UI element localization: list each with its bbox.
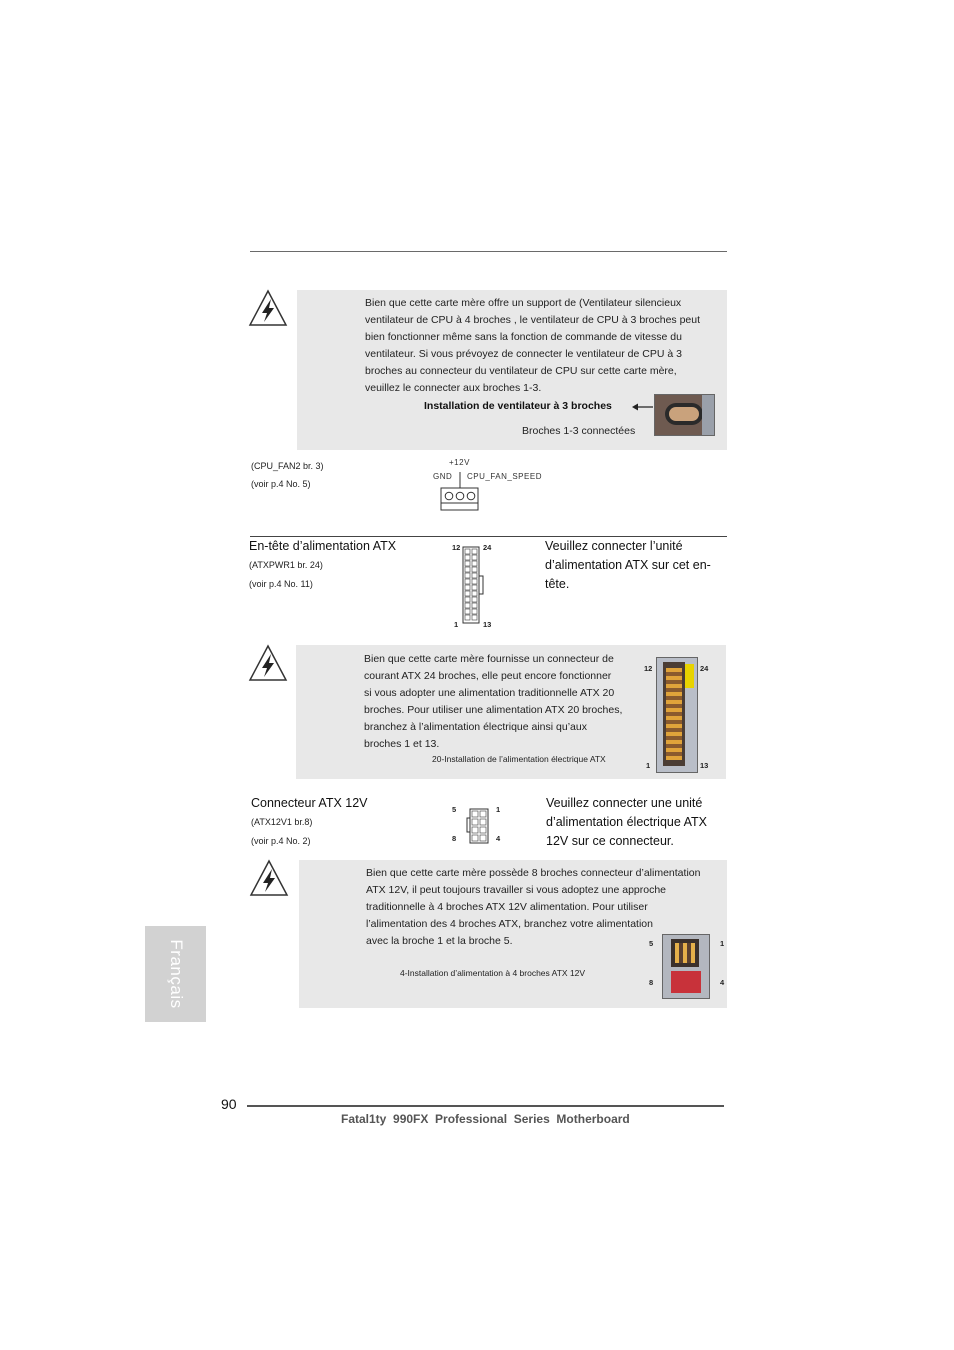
pin-label-gnd: GND [433, 472, 453, 481]
pin-num: 12 [452, 543, 461, 552]
note2-text [364, 651, 644, 753]
pin-num: 4 [496, 834, 501, 843]
cpu-fan2-ref: (CPU_FAN2 br. 3) [251, 461, 324, 471]
text-line: si vous adopter une alimentation traditionnelle ATX 20 [364, 687, 615, 699]
pin-num: 12 [644, 664, 653, 673]
text-line: broches 1 et 13. [364, 738, 440, 750]
pin-num: 1 [454, 620, 459, 629]
text-line: Bien que cette carte mère offre un support de (Ventilateur silencieux [365, 297, 682, 309]
text-line: 12V sur ce connecteur. [546, 834, 674, 848]
text-line: ATX 12V, il peut toujours travailler si vous adoptez une approche [366, 884, 667, 896]
text-line: bien fonctionner même sans la fonction de commande de vitesse du [365, 331, 682, 343]
install-label: Installation de ventilateur à 3 broches [424, 400, 612, 412]
atx-header-page-ref: (voir p.4 No. 11) [249, 579, 313, 589]
text-line: veuillez le connecter aux broches 1-3. [365, 382, 542, 394]
text-line: Bien que cette carte mère possède 8 broches connecteur d’alimentation [366, 867, 701, 879]
atx12v-desc [546, 794, 728, 851]
arrow-left-icon [632, 402, 654, 412]
pin-num: 8 [452, 834, 457, 843]
cpu-fan2-page-ref: (voir p.4 No. 5) [251, 479, 311, 489]
pin-num: 4 [720, 978, 725, 987]
footer-rule [247, 1105, 724, 1107]
atx12v-page-ref: (voir p.4 No. 2) [251, 836, 311, 846]
text-line: Bien que cette carte mère fournisse un connecteur de [364, 653, 614, 665]
text-line: tête. [545, 577, 570, 591]
note2-caption: 20-Installation de l’alimentation électrique ATX [432, 754, 606, 764]
footer-title: Fatal1ty 990FX Professional Series Motherboard [341, 1112, 630, 1126]
text-line: branchez à l’alimentation électrique ainsi qu’aux [364, 721, 587, 733]
page-number: 90 [221, 1096, 237, 1112]
pin-num: 13 [483, 620, 492, 629]
pins-label: Broches 1-3 connectées [522, 425, 636, 437]
atx-24pin-photo [656, 657, 698, 773]
text-line: d’alimentation électrique ATX [546, 815, 707, 829]
warning-icon [248, 644, 288, 682]
pin-num: 8 [649, 978, 654, 987]
atx-header-desc [545, 537, 727, 594]
atx12v-title: Connecteur ATX 12V [251, 796, 368, 810]
text-line: Veuillez connecter une unité [546, 796, 703, 810]
text-line: courant ATX 24 broches, elle peut encore fonctionner [364, 670, 612, 682]
text-line: Veuillez connecter l’unité [545, 539, 683, 553]
pin-num: 5 [649, 939, 654, 948]
text-line: traditionnelle à 4 broches ATX 12V alimentation. Pour utiliser [366, 901, 648, 913]
atx12v-8pin-diagram [466, 808, 490, 844]
pin-num: 24 [483, 543, 492, 552]
language-tab [145, 926, 206, 1022]
atx-header-ref: (ATXPWR1 br. 24) [249, 560, 323, 570]
pin-label-12v: +12V [449, 458, 470, 467]
warning-icon [248, 289, 288, 327]
pin-num: 1 [720, 939, 725, 948]
text-line: avec la broche 1 et la broche 5. [366, 935, 513, 947]
atx-24pin-diagram [462, 546, 486, 624]
fan-header-diagram [440, 470, 480, 512]
text-line: d’alimentation ATX sur cet en- [545, 558, 711, 572]
text-line: l’alimentation des 4 broches ATX, branchez votre alimentation [366, 918, 653, 930]
pin-num: 13 [700, 761, 709, 770]
text-line: ventilateur. Si vous prévoyez de connecter le ventilateur de CPU à 3 [365, 348, 682, 360]
pin-num: 24 [700, 664, 709, 673]
pin-num: 1 [496, 805, 501, 814]
header-rule [250, 251, 727, 252]
atx12v-ref: (ATX12V1 br.8) [251, 817, 313, 827]
text-line: ventilateur de CPU à 4 broches , le ventilateur de CPU à 3 broches peut [365, 314, 701, 326]
atx-header-title: En-tête d’alimentation ATX [249, 539, 397, 553]
text-line: broches au connecteur du ventilateur de CPU sur cette carte mère, [365, 365, 677, 377]
note3-caption: 4-Installation d’alimentation à 4 broches ATX 12V [400, 968, 586, 978]
pin-label-speed: CPU_FAN_SPEED [467, 472, 542, 481]
warning-icon [249, 859, 289, 897]
text-line: broches. Pour utiliser une alimentation ATX 20 broches, [364, 704, 623, 716]
pin-num: 1 [646, 761, 651, 770]
note1-text [365, 295, 727, 397]
fan-connector-photo [654, 394, 715, 436]
pin-num: 5 [452, 805, 457, 814]
language-tab-label: Français [166, 939, 186, 1009]
atx12v-4pin-photo [662, 934, 710, 999]
